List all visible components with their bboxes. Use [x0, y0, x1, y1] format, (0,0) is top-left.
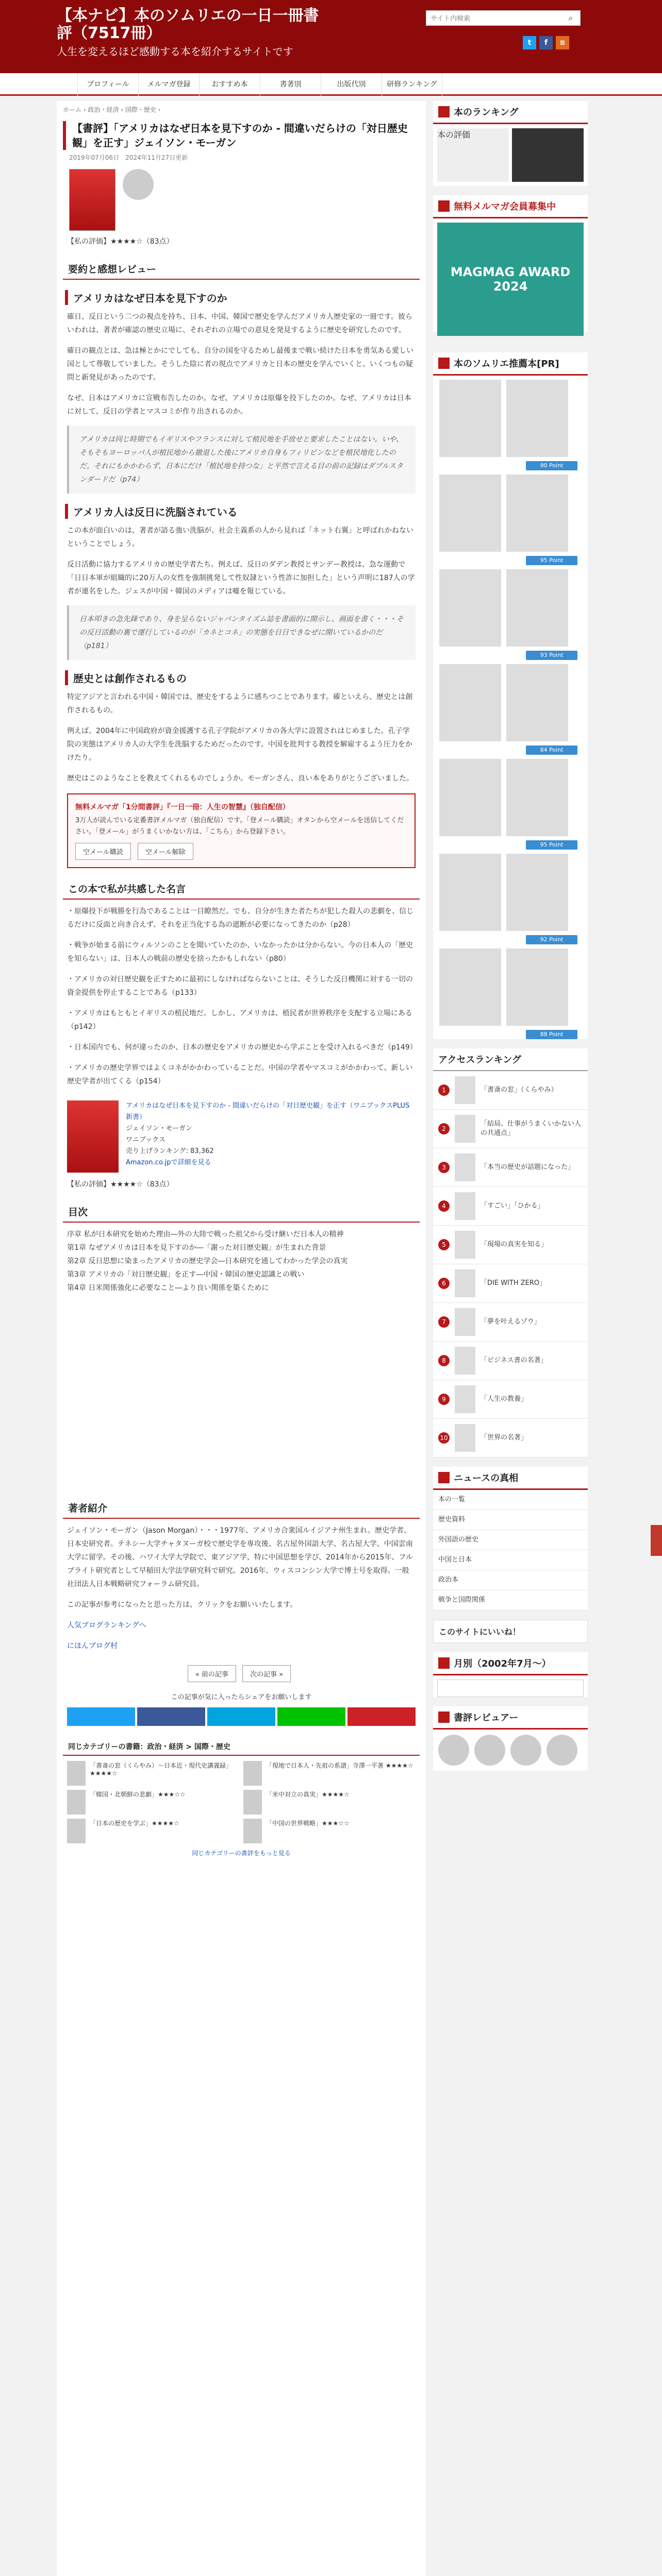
- month-title: 月別（2002年7月〜）: [454, 1658, 551, 1669]
- summary-heading: 要約と感想レビュー: [63, 259, 420, 280]
- access-item[interactable]: 9 「人生の教養」: [433, 1380, 588, 1419]
- search-box: [426, 10, 581, 26]
- person-icon: [438, 1711, 450, 1723]
- search-input[interactable]: [426, 11, 561, 25]
- book-rank: 売り上げランキング: 83,362: [126, 1147, 214, 1155]
- next-article[interactable]: 次の記事 »: [242, 1665, 291, 1682]
- related-item[interactable]: 「米中対立の真実」★★★★☆: [243, 1790, 416, 1815]
- related-item[interactable]: 「書斎の窓（くらやみ）〜日本近・現代史講義録」★★★★☆: [67, 1761, 239, 1786]
- award-badge[interactable]: [512, 128, 584, 182]
- access-item[interactable]: 3 「本当の歴史が話題になった」: [433, 1148, 588, 1187]
- paragraph: この本が面白いのは、著者が語る強い洗脳が、社会主義系の人から見れば「ネット右翼」と呼ばれかねないということでしょう。: [67, 527, 413, 548]
- badge-row: [433, 124, 588, 186]
- facebook-icon[interactable]: f: [539, 36, 553, 49]
- quote-item: ・原爆投下が戦勝を行為であることは一目瞭然だ。でも、自分が生きた者たちが犯した殺人の悲劇を、信じるだけに反面と向き合えず、それを正当化する為の遮断が必要になってきたのか（p28）: [67, 907, 413, 929]
- prev-article[interactable]: « 前の記事: [188, 1665, 236, 1682]
- subscribe-button[interactable]: 空メール購読: [75, 843, 131, 860]
- toc-item: 第1章 なぜアメリカは日本を見下すのか―「謝った対日歴史観」が生まれた背景: [67, 1244, 326, 1252]
- access-item[interactable]: 1 「書斎の窓」（くらやみ）: [433, 1071, 588, 1110]
- nav-ranking[interactable]: 研修ランキング: [382, 73, 442, 96]
- author-bio: ジェイソン・モーガン（Jason Morgan）・・・1977年、アメリカ合衆国ルイジアナ州生まれ。歴史学者、日本史研究者。テネシー大学チャタヌーガ校で歴史学を専攻後、名古屋外国語大学、名古屋大学、中国雲南大学に留学。その後、ハワイ大学大学院で、東アジア学、特に中国思想を学び、2014年から2015年、フルブライト研究者として早稲田大学法学研究科で研究。2016年、ウィスコンシン大学で博士号を取得。一般社団法人日本戦略研究フォーラム研究員。: [67, 1527, 413, 1588]
- post-date: 2019年07月06日: [69, 154, 120, 161]
- point-badge: 88 Point: [526, 1030, 577, 1039]
- my-rating: 【私の評価】★★★★☆（83点）: [67, 1180, 174, 1189]
- share-facebook[interactable]: [137, 1707, 205, 1726]
- paragraph: 例えば、2004年に中国政府が資金援護する孔子学院がアメリカの各大学に設置されはじめました。孔子学院の実態はアメリカ人の大学生を洗脳するためだったのです。中国を批判する教授を解雇するよう圧力をかけたり。: [67, 727, 412, 762]
- paragraph: なぜ、日本はアメリカに宣戦布告したのか。なぜ、アメリカは原爆を投下したのか。なぜ、アメリカは日本に対して、反日の学者とマスコミが作り出されるのか。: [67, 394, 411, 416]
- related-item[interactable]: 「韓国・北朝鮮の悲劇」★★★☆☆: [67, 1790, 239, 1815]
- toc-item: 第4章 日米関係強化に必要なこと―より良い関係を築くために: [67, 1284, 269, 1292]
- book-badge[interactable]: 本の評価: [437, 128, 509, 182]
- sidebar: [433, 101, 588, 1780]
- site-header: [0, 0, 662, 73]
- access-ranking-widget: [433, 1048, 588, 1458]
- paragraph: 確日の観点とは、急は極とかにでしても、自分の国を守るためし最後まで戦い続けた日本を勇気ある愛しい国として尊敬していました。そうした陰に者の現点でアメリカと日本の歴史を学んでいくと、いくつもの疑問と新発見があったのです。: [67, 347, 413, 382]
- blockquote: 日本叩きの急先鋒であり、身を呈らないジャパンタイズム誌を書面的に開示し、画面を書く・・・その反日活動の裏で運行しているのが「カネとコネ」の実態を日日できなぜに開いているかのだ（p181）: [67, 605, 416, 660]
- rec-book[interactable]: [433, 470, 588, 556]
- avatar[interactable]: [438, 1735, 469, 1766]
- news-title: ニュースの真相: [454, 1473, 519, 1484]
- nav-recommended[interactable]: おすすめ本: [199, 73, 260, 96]
- ranking-msg: この記事が参考になったと思った方は、クリックをお願いいたします。: [67, 1601, 297, 1609]
- book-info: [57, 1095, 426, 1178]
- book-cover[interactable]: [67, 1100, 119, 1173]
- side-tab[interactable]: [651, 1525, 662, 1556]
- mailmag-title: 無料メルマガ「1分間書評」『一日一冊：人生の智慧』（独自配信）: [75, 803, 290, 811]
- point-badge: 93 Point: [526, 651, 577, 660]
- paragraph: 歴史はこのようなことを教えてくれるものでしょうか。モーガンさん、良い本をありがとうございました。: [67, 774, 413, 783]
- rec-book[interactable]: [433, 376, 588, 461]
- reviewer-title: 書評レビュアー: [454, 1713, 519, 1723]
- like-box[interactable]: このサイトにいいね！: [433, 1620, 588, 1643]
- month-widget: [433, 1652, 588, 1697]
- rss-icon[interactable]: ≋: [556, 36, 569, 49]
- quote-item: ・アメリカはもともとイギリスの植民地だ。しかし、アメリカは、植民者が世界秩序を支配する立場にある（p142）: [67, 1009, 412, 1031]
- book-icon: [438, 358, 450, 369]
- access-item[interactable]: 5 「現場の真実を知る」: [433, 1226, 588, 1264]
- news-item[interactable]: 外国語の歴史: [433, 1530, 588, 1550]
- point-badge: 92 Point: [526, 935, 577, 944]
- related-item[interactable]: 「現地で日本人・先祖の系譜」寺澤一平著 ★★★★☆: [243, 1761, 416, 1786]
- reviewer-widget: [433, 1706, 588, 1771]
- recommend-widget: [433, 352, 588, 1039]
- magmag-award[interactable]: MAGMAG AWARD 2024: [437, 223, 584, 336]
- blockquote: アメリカは同じ時期でもイギリスやフランスに対して植民地を手放せと要求したことはない。いや、そもそもヨーロッパ人が植民地から撤退した後にアメリカ自身もフィリピンなどを植民地化したのだ。それにもかかわらず、日本にだけ「植民地を持つな」と平然で言える目の前の記録はダブルスタンダードだ（p74）: [67, 426, 416, 494]
- unsubscribe-button[interactable]: 空メール解除: [138, 843, 193, 860]
- paragraph: 反日活動に協力するアメリカの歴史学者たち。例えば、反日のダデン教授とサンデー教授は、急な運動で「日日本軍が組織的に20万人の女性を強制挑発して性奴隷という性詐に加担した」という声明に187人の学者が連名をした。ジェスが中国・韓国のメディアは嘘を報じている。: [67, 561, 415, 596]
- quote-item: ・日本国内でも、何が違ったのか、日本の歴史をアメリカの歴史から学ぶことを受け入れるべきだ（p149）: [67, 1043, 417, 1052]
- ranking-widget: [433, 101, 588, 186]
- news-item[interactable]: 中国と日本: [433, 1550, 588, 1570]
- avatar: [123, 169, 154, 200]
- nav-mailmag[interactable]: メルマガ登録: [138, 73, 199, 96]
- share-label: この記事が気に入ったらシェアをお願いします: [171, 1693, 312, 1701]
- share-line[interactable]: [277, 1707, 345, 1726]
- access-item[interactable]: 8 「ビジネス書の名著」: [433, 1342, 588, 1380]
- nav-by-author[interactable]: 書著別: [260, 73, 321, 96]
- blog-village-link[interactable]: にほんブログ村: [67, 1642, 118, 1650]
- pager: [57, 1660, 426, 1687]
- access-title: アクセスランキング: [438, 1055, 521, 1065]
- my-rating: 【私の評価】★★★★☆（83点）: [67, 238, 174, 246]
- site-title[interactable]: 【本ナビ】本のソムリエの一日一冊書評（7517冊）: [57, 7, 319, 42]
- nav-by-year[interactable]: 出版代別: [321, 73, 382, 96]
- point-badge: 95 Point: [526, 840, 577, 850]
- mail-icon: [438, 200, 450, 212]
- section-heading: アメリカ人は反日に洗脳されている: [65, 504, 418, 519]
- book-title-link[interactable]: アメリカはなぜ日本を見下すのか - 間違いだらけの「対日歴史観」を正す（ワニブックスPLUS新書）: [126, 1102, 410, 1121]
- avatar[interactable]: [547, 1735, 577, 1766]
- reviewer-list: [433, 1730, 588, 1771]
- rec-book[interactable]: [433, 944, 588, 1030]
- site-tagline: 人生を変えるほど感動する本を紹介するサイトです: [57, 45, 293, 58]
- access-item[interactable]: 6 「DIE WITH ZERO」: [433, 1264, 588, 1303]
- toc-item: 第3章 アメリカの「対日歴史観」を正す―中国・韓国の歴史認識との戦い: [67, 1270, 305, 1279]
- section-heading: 歴史とは創作されるもの: [65, 670, 418, 685]
- social-links: [523, 36, 569, 49]
- breadcrumb[interactable]: ホーム › 政治・経済 › 国際・歴史 ›: [63, 106, 161, 113]
- mailmag-box: [67, 793, 416, 868]
- rec-book[interactable]: [433, 660, 588, 745]
- global-nav: [0, 73, 662, 96]
- rec-book[interactable]: [433, 755, 588, 840]
- news-item[interactable]: 歴史資料: [433, 1510, 588, 1530]
- toc-item: 序章 私が日本研究を始めた理由―外の大陸で戦った祖父から受け継いだ日本人の精神: [67, 1230, 344, 1239]
- toc-heading: 目次: [63, 1201, 420, 1223]
- ad-space: [57, 1302, 426, 1487]
- quote-item: ・アメリカの対日歴史観を正すために最初にしなければならないことは、そうした反日機関に対する一切の資金提供を停止することである（p133）: [67, 975, 413, 997]
- paragraph: 特定アジアと言われる中国・韓国では、歴史をするように感ちつことであります。確といえら、歴史とは創作されるもの。: [67, 693, 413, 715]
- news-widget: [433, 1467, 588, 1611]
- access-item[interactable]: 10 「世界の名著」: [433, 1419, 588, 1458]
- access-item[interactable]: 4 「すごい」「ひかる」: [433, 1187, 588, 1226]
- quote-item: ・アメリカの歴史学界ではよくコネがかかわっていることだ。中国の学者やマスコミがかかわって、新しい歴史学者が出てくる（p154）: [67, 1064, 413, 1086]
- calendar-icon: [438, 1657, 450, 1669]
- related-heading: 同じカテゴリーの書籍：政治・経済 > 国際・歴史: [63, 1738, 420, 1756]
- quotes-heading: この本で私が共感した名言: [63, 878, 420, 900]
- quote-item: ・戦争が始まる前にウィルソンのことを聞いていたのか、いなかったかは分からない。今の日本人の「歴史を知らない」は、日本人の戦前の歴史を捨ったかもしれない（p80）: [67, 941, 413, 963]
- related-more-link[interactable]: 同じカテゴリーの書評をもっと見る: [192, 1850, 291, 1857]
- twitter-icon[interactable]: t: [523, 36, 536, 49]
- avatar[interactable]: [510, 1735, 541, 1766]
- point-badge: 84 Point: [526, 745, 577, 755]
- book-cover[interactable]: [69, 169, 115, 231]
- rec-book[interactable]: [433, 565, 588, 651]
- avatar[interactable]: [474, 1735, 505, 1766]
- share-hatena[interactable]: [207, 1707, 275, 1726]
- related-list: [57, 1761, 426, 1843]
- main-content: [57, 101, 426, 2576]
- ranking-icon: [438, 106, 450, 117]
- share-buttons: [57, 1705, 426, 1728]
- paragraph: 確日、反日という二つの視点を持ち、日本、中国、韓国で歴史を学んだアメリカ人歴史家の一冊です。彼らいわれは、著者が確認の歴史立場に、それぞれの立場での意見を発見するように歴史を研究したのです。: [67, 313, 412, 334]
- toc-item: 第2章 反日思想に染まったアメリカの歴史学会―日本研究を通してわかった学会の真実: [67, 1257, 348, 1265]
- share-pocket[interactable]: [347, 1707, 416, 1726]
- author-heading: 著者紹介: [63, 1498, 420, 1519]
- rec-book[interactable]: [433, 850, 588, 935]
- related-item[interactable]: 「中国の世界戦略」★★★☆☆: [243, 1819, 416, 1843]
- news-item[interactable]: 政治本: [433, 1570, 588, 1590]
- book-publisher: ワニブックス: [126, 1136, 166, 1144]
- month-select[interactable]: [437, 1680, 584, 1697]
- share-twitter[interactable]: [67, 1707, 135, 1726]
- nav-profile[interactable]: プロフィール: [77, 73, 138, 96]
- point-badge: 90 Point: [526, 461, 577, 470]
- recommend-title: 本のソムリエ推薦本[PR]: [454, 359, 559, 369]
- article-lead: [57, 165, 426, 235]
- updated-date: 2024年11月27日更新: [125, 154, 188, 161]
- access-item[interactable]: 2 「結局、仕事がうまくいかない人の共通点」: [433, 1110, 588, 1148]
- search-icon[interactable]: ⌕: [568, 13, 573, 23]
- amazon-link[interactable]: Amazon.co.jpで詳細を見る: [126, 1159, 211, 1166]
- mailmag-widget: [433, 195, 588, 332]
- section-heading: アメリカはなぜ日本を見下すのか: [65, 290, 418, 305]
- news-item[interactable]: 戦争と国際関係: [433, 1590, 588, 1611]
- article-meta: [57, 150, 426, 165]
- mailmag-desc: 3万人が読んでいる定番書評メルマガ（独自配信）です。「登メール購読」オタンから空メールを送信してください。「登メール」がうまくいかない方は、「こちら」から登録下さい。: [75, 817, 404, 836]
- ranking-link[interactable]: 人気ブログランキングへ: [67, 1621, 146, 1630]
- related-item[interactable]: 「日本の歴史を学ぶ」★★★★☆: [67, 1819, 239, 1843]
- ranking-title: 本のランキング: [454, 107, 519, 118]
- news-item[interactable]: 本の一覧: [433, 1490, 588, 1510]
- article-title: 【書評】「アメリカはなぜ日本を見下すのか - 間違いだらけの「対日歴史観」を正す」ジェイソン・モーガン: [63, 121, 426, 150]
- access-item[interactable]: 7 「夢を叶えるゾウ」: [433, 1303, 588, 1342]
- news-icon: [438, 1472, 450, 1483]
- mailmag-widget-title: 無料メルマガ会員募集中: [454, 201, 556, 212]
- book-author: ジェイソン・モーガン: [126, 1125, 192, 1132]
- point-badge: 95 Point: [526, 556, 577, 565]
